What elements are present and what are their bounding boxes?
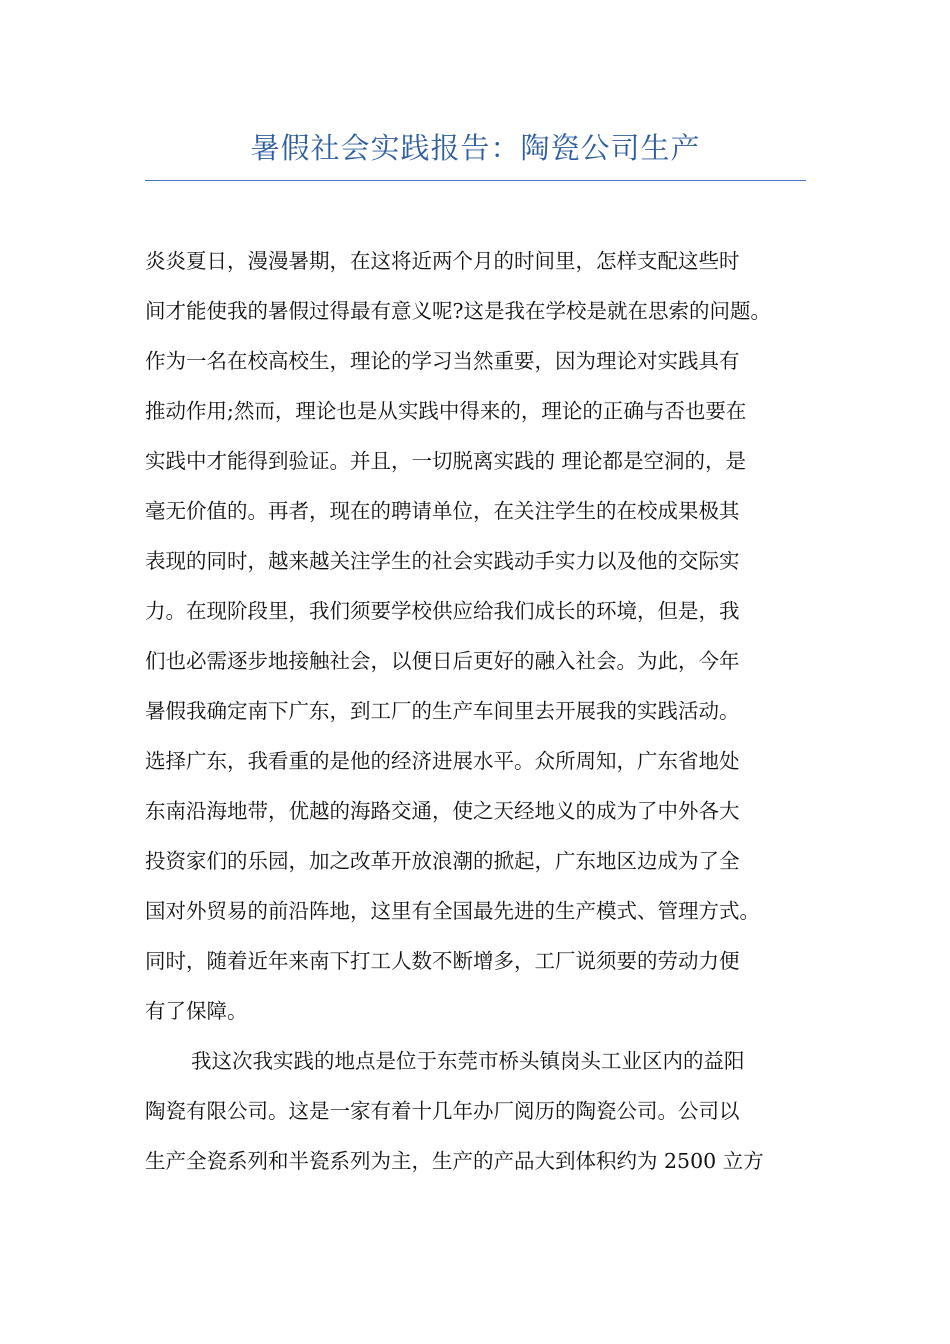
paragraph-line: 间才能使我的暑假过得最有意义呢?这是我在学校是就在思索的问题。: [145, 299, 771, 323]
paragraph-line: 力。在现阶段里，我们须要学校供应给我们成长的环境，但是，我: [145, 599, 740, 623]
paragraph: [145, 1036, 817, 1186]
paragraph-line: 东南沿海地带，优越的海路交通，使之天经地义的成为了中外各大: [145, 799, 740, 823]
document-title: 暑假社会实践报告：陶瓷公司生产: [250, 131, 701, 165]
paragraph-line: 表现的同时，越来越关注学生的社会实践动手实力以及他的交际实: [145, 549, 740, 573]
paragraph-line: 生产全瓷系列和半瓷系列为主，生产的产品大到体积约为 2500 立方: [145, 1149, 764, 1173]
paragraph-line: 炎炎夏日，漫漫暑期，在这将近两个月的时间里，怎样支配这些时: [145, 249, 740, 273]
paragraph-line: 作为一名在校高校生，理论的学习当然重要，因为理论对实践具有: [145, 349, 740, 373]
document-body: [145, 236, 817, 1186]
paragraph-line: 陶瓷有限公司。这是一家有着十几年办厂阅历的陶瓷公司。公司以: [145, 1099, 740, 1123]
paragraph: [145, 236, 817, 1036]
title-underline: [145, 180, 806, 181]
paragraph-line: 投资家们的乐园，加之改革开放浪潮的掀起，广东地区边成为了全: [145, 849, 740, 873]
paragraph-line: 有了保障。: [145, 999, 248, 1023]
paragraph-line: 国对外贸易的前沿阵地，这里有全国最先进的生产模式、管理方式。: [145, 899, 760, 923]
paragraph-line: 实践中才能得到验证。并且，一切脱离实践的 理论都是空洞的，是: [145, 449, 747, 473]
paragraph-line: 们也必需逐步地接触社会，以便日后更好的融入社会。为此，今年: [145, 649, 740, 673]
paragraph-line: 毫无价值的。再者，现在的聘请单位，在关注学生的在校成果极其: [145, 499, 740, 523]
paragraph-line: 同时，随着近年来南下打工人数不断增多，工厂说须要的劳动力便: [145, 949, 740, 973]
paragraph-line: 选择广东，我看重的是他的经济进展水平。众所周知，广东省地处: [145, 749, 740, 773]
paragraph-line: 推动作用;然而，理论也是从实践中得来的，理论的正确与否也要在: [145, 399, 747, 423]
paragraph-line: 暑假我确定南下广东，到工厂的生产车间里去开展我的实践活动。: [145, 699, 740, 723]
paragraph-line: 我这次我实践的地点是位于东莞市桥头镇岗头工业区内的益阳: [191, 1049, 745, 1073]
